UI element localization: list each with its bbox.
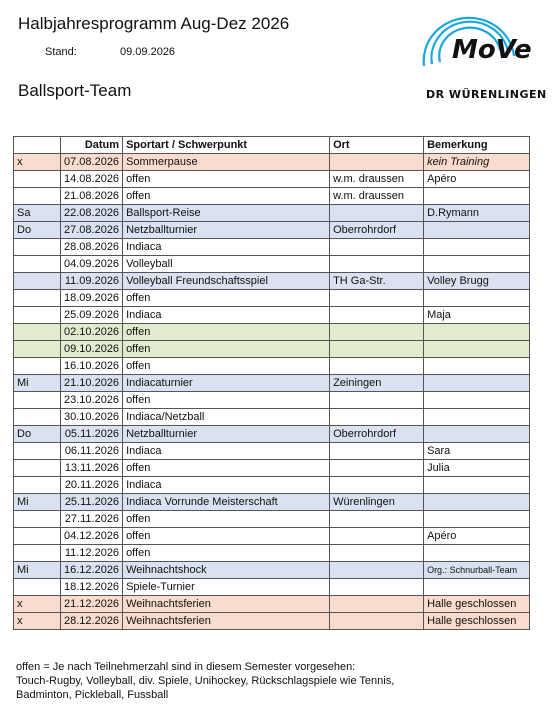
cell-date: 23.10.2026	[61, 392, 123, 409]
cell-ort	[330, 443, 424, 460]
col-header-datum: Datum	[61, 137, 123, 154]
cell-date: 18.09.2026	[61, 290, 123, 307]
table-row	[14, 409, 530, 426]
table-row	[14, 545, 530, 562]
cell-bemerkung	[424, 511, 530, 528]
cell-ort: Würenlingen	[330, 494, 424, 511]
footnote	[16, 660, 546, 702]
cell-ort	[330, 205, 424, 222]
footnote-line: Badminton, Pickleball, Fussball	[16, 689, 169, 701]
table-row	[14, 426, 530, 443]
cell-sportart: offen	[123, 545, 330, 562]
cell-ort	[330, 562, 424, 579]
cell-sportart: offen	[123, 528, 330, 545]
cell-bemerkung: Apéro	[424, 171, 530, 188]
cell-sportart: offen	[123, 511, 330, 528]
table-row	[14, 511, 530, 528]
cell-sportart: Indiaca	[123, 477, 330, 494]
cell-tag	[14, 477, 61, 494]
col-header-sportart: Sportart / Schwerpunkt	[123, 137, 330, 154]
table-row	[14, 494, 530, 511]
cell-bemerkung	[424, 375, 530, 392]
cell-tag	[14, 545, 61, 562]
cell-tag	[14, 239, 61, 256]
footnote-line: offen = Je nach Teilnehmerzahl sind in diesem Semester vorgesehen:	[16, 661, 356, 673]
cell-bemerkung: D.Rymann	[424, 205, 530, 222]
table-header-row	[14, 137, 530, 154]
cell-sportart: offen	[123, 188, 330, 205]
page-title: Halbjahresprogramm Aug-Dez 2026	[18, 14, 290, 33]
cell-date: 16.10.2026	[61, 358, 123, 375]
cell-bemerkung	[424, 358, 530, 375]
cell-sportart: Netzballturnier	[123, 426, 330, 443]
cell-tag	[14, 528, 61, 545]
cell-sportart: Indiaca	[123, 443, 330, 460]
cell-date: 07.08.2026	[61, 154, 123, 171]
table-row	[14, 290, 530, 307]
cell-sportart: offen	[123, 358, 330, 375]
cell-tag: Mi	[14, 375, 61, 392]
table-row	[14, 273, 530, 290]
cell-date: 27.11.2026	[61, 511, 123, 528]
cell-date: 28.08.2026	[61, 239, 123, 256]
cell-bemerkung	[424, 579, 530, 596]
cell-date: 22.08.2026	[61, 205, 123, 222]
cell-tag	[14, 579, 61, 596]
cell-bemerkung	[424, 426, 530, 443]
cell-date: 16.12.2026	[61, 562, 123, 579]
cell-date: 04.09.2026	[61, 256, 123, 273]
cell-bemerkung	[424, 239, 530, 256]
cell-ort	[330, 613, 424, 630]
cell-tag	[14, 460, 61, 477]
logo-subtitle: DR WÜRENLINGEN	[426, 88, 547, 101]
cell-sportart: Volleyball	[123, 256, 330, 273]
cell-tag: Mi	[14, 494, 61, 511]
table-row	[14, 596, 530, 613]
cell-date: 18.12.2026	[61, 579, 123, 596]
cell-tag	[14, 188, 61, 205]
cell-tag: Do	[14, 426, 61, 443]
table-row	[14, 324, 530, 341]
cell-date: 21.12.2026	[61, 596, 123, 613]
cell-tag	[14, 290, 61, 307]
cell-bemerkung	[424, 324, 530, 341]
table-row	[14, 188, 530, 205]
cell-ort	[330, 358, 424, 375]
cell-ort	[330, 290, 424, 307]
col-header-bemerkung: Bemerkung	[424, 137, 530, 154]
cell-ort: w.m. draussen	[330, 171, 424, 188]
col-header-tag	[14, 137, 61, 154]
table-row	[14, 307, 530, 324]
cell-ort	[330, 477, 424, 494]
cell-sportart: offen	[123, 341, 330, 358]
cell-ort	[330, 545, 424, 562]
cell-ort: Oberrohrdorf	[330, 426, 424, 443]
cell-sportart: Indiaca	[123, 239, 330, 256]
table-row	[14, 205, 530, 222]
cell-tag	[14, 256, 61, 273]
cell-date: 06.11.2026	[61, 443, 123, 460]
cell-sportart: Spiele-Turnier	[123, 579, 330, 596]
cell-sportart: Weihnachtshock	[123, 562, 330, 579]
cell-tag: x	[14, 596, 61, 613]
cell-date: 25.09.2026	[61, 307, 123, 324]
cell-sportart: offen	[123, 171, 330, 188]
cell-date: 21.10.2026	[61, 375, 123, 392]
cell-tag: x	[14, 154, 61, 171]
cell-bemerkung: Apéro	[424, 528, 530, 545]
cell-sportart: Indiacaturnier	[123, 375, 330, 392]
cell-bemerkung: kein Training	[424, 154, 530, 171]
table-row	[14, 579, 530, 596]
cell-bemerkung	[424, 477, 530, 494]
cell-sportart: Sommerpause	[123, 154, 330, 171]
cell-bemerkung: Halle geschlossen	[424, 596, 530, 613]
table-row	[14, 613, 530, 630]
cell-date: 20.11.2026	[61, 477, 123, 494]
cell-sportart: offen	[123, 392, 330, 409]
cell-tag	[14, 341, 61, 358]
team-name: Ballsport-Team	[18, 81, 132, 100]
cell-tag: Do	[14, 222, 61, 239]
cell-bemerkung	[424, 256, 530, 273]
table-row	[14, 256, 530, 273]
col-header-ort: Ort	[330, 137, 424, 154]
cell-ort	[330, 239, 424, 256]
cell-date: 27.08.2026	[61, 222, 123, 239]
cell-tag	[14, 358, 61, 375]
table-row	[14, 154, 530, 171]
cell-bemerkung: Halle geschlossen	[424, 613, 530, 630]
cell-ort: TH Ga-Str.	[330, 273, 424, 290]
cell-bemerkung	[424, 545, 530, 562]
cell-ort	[330, 392, 424, 409]
cell-ort: Oberrohrdorf	[330, 222, 424, 239]
cell-ort	[330, 256, 424, 273]
cell-bemerkung	[424, 494, 530, 511]
cell-date: 02.10.2026	[61, 324, 123, 341]
cell-tag	[14, 511, 61, 528]
cell-bemerkung: Maja	[424, 307, 530, 324]
cell-date: 04.12.2026	[61, 528, 123, 545]
cell-date: 09.10.2026	[61, 341, 123, 358]
cell-ort	[330, 341, 424, 358]
cell-bemerkung	[424, 341, 530, 358]
cell-bemerkung: Org.: Schnurball-Team	[424, 562, 530, 579]
stand-date: 09.09.2026	[120, 46, 176, 58]
table-row	[14, 341, 530, 358]
cell-tag	[14, 171, 61, 188]
table-row	[14, 443, 530, 460]
cell-bemerkung: Sara	[424, 443, 530, 460]
cell-date: 13.11.2026	[61, 460, 123, 477]
cell-sportart: Indiaca/Netzball	[123, 409, 330, 426]
cell-bemerkung	[424, 392, 530, 409]
table-row	[14, 392, 530, 409]
cell-sportart: Weihnachtsferien	[123, 613, 330, 630]
cell-bemerkung	[424, 188, 530, 205]
cell-date: 25.11.2026	[61, 494, 123, 511]
cell-tag	[14, 392, 61, 409]
cell-sportart: Volleyball Freundschaftsspiel	[123, 273, 330, 290]
cell-sportart: offen	[123, 324, 330, 341]
table-row	[14, 460, 530, 477]
cell-bemerkung: Volley Brugg	[424, 273, 530, 290]
cell-ort	[330, 528, 424, 545]
cell-date: 28.12.2026	[61, 613, 123, 630]
cell-bemerkung	[424, 290, 530, 307]
cell-sportart: offen	[123, 460, 330, 477]
cell-tag	[14, 409, 61, 426]
stand-label: Stand:	[45, 46, 77, 58]
cell-tag	[14, 324, 61, 341]
cell-ort	[330, 511, 424, 528]
cell-ort	[330, 460, 424, 477]
cell-ort	[330, 154, 424, 171]
cell-sportart: Ballsport-Reise	[123, 205, 330, 222]
table-row	[14, 528, 530, 545]
table-row	[14, 222, 530, 239]
cell-sportart: offen	[123, 290, 330, 307]
cell-tag	[14, 307, 61, 324]
cell-sportart: Netzballturnier	[123, 222, 330, 239]
table-row	[14, 171, 530, 188]
cell-tag: Mi	[14, 562, 61, 579]
cell-tag	[14, 443, 61, 460]
cell-ort	[330, 307, 424, 324]
cell-bemerkung: Julia	[424, 460, 530, 477]
table-row	[14, 477, 530, 494]
table-row	[14, 358, 530, 375]
table-row	[14, 562, 530, 579]
logo-text: MoVe	[452, 35, 532, 65]
cell-bemerkung	[424, 409, 530, 426]
footnote-line: Touch-Rugby, Volleyball, div. Spiele, Unihockey, Rückschlagspiele wie Tennis,	[16, 675, 395, 687]
cell-ort	[330, 324, 424, 341]
cell-date: 30.10.2026	[61, 409, 123, 426]
cell-date: 14.08.2026	[61, 171, 123, 188]
cell-tag	[14, 273, 61, 290]
cell-tag: x	[14, 613, 61, 630]
cell-ort: w.m. draussen	[330, 188, 424, 205]
cell-ort	[330, 596, 424, 613]
cell-date: 11.12.2026	[61, 545, 123, 562]
cell-ort	[330, 409, 424, 426]
cell-ort	[330, 579, 424, 596]
table-row	[14, 239, 530, 256]
program-table	[13, 136, 530, 630]
cell-bemerkung	[424, 222, 530, 239]
cell-date: 21.08.2026	[61, 188, 123, 205]
table-row	[14, 375, 530, 392]
cell-sportart: Indiaca Vorrunde Meisterschaft	[123, 494, 330, 511]
cell-ort: Zeiningen	[330, 375, 424, 392]
cell-date: 11.09.2026	[61, 273, 123, 290]
cell-sportart: Indiaca	[123, 307, 330, 324]
cell-date: 05.11.2026	[61, 426, 123, 443]
cell-tag: Sa	[14, 205, 61, 222]
cell-sportart: Weihnachtsferien	[123, 596, 330, 613]
